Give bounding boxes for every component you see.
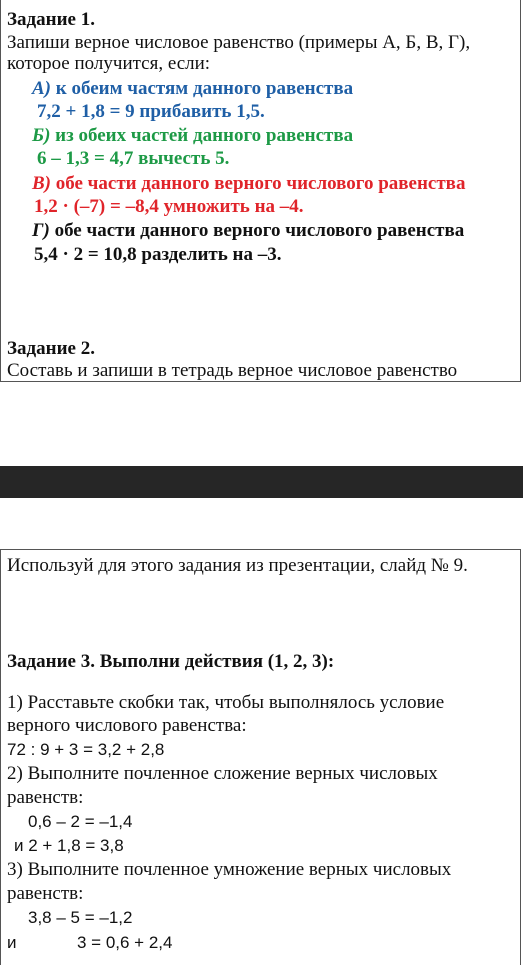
step1-line2: верного числового равенства: [7, 715, 247, 736]
item-a-heading [32, 78, 353, 100]
task3-title: Задание 3. Выполни действия (1, 2, 3): [7, 651, 335, 672]
item-b-heading [32, 125, 353, 147]
item-v-example: 1,2 · (–7) = –8,4 умножить на –4. [34, 196, 304, 217]
step1-expression: 72 : 9 + 3 = 3,2 + 2,8 [7, 740, 165, 759]
step3-conjunction: и [7, 933, 17, 952]
item-g-example: 5,4 · 2 = 10,8 разделить на –3. [34, 244, 282, 265]
item-v-text: обе части данного верного числового равенства [51, 173, 466, 194]
step3-line1: 3) Выполните почленное умножение верных числовых [7, 859, 452, 880]
item-v-heading [32, 173, 465, 195]
step2-line1: 2) Выполните почленное сложение верных числовых [7, 763, 438, 784]
task2-text: Составь и запиши в тетрадь верное числовое равенство [7, 360, 458, 381]
step2-equation-2: и 2 + 1,8 = 3,8 [14, 836, 124, 855]
item-v-label: В) [32, 173, 51, 194]
item-a-example: 7,2 + 1,8 = 9 прибавить 1,5. [37, 101, 265, 122]
item-g-text: обе части данного верного числового равенства [49, 220, 465, 241]
item-a-label: А) [32, 78, 51, 99]
task1-title: Задание 1. [7, 9, 95, 30]
item-b-text: из обеих частей данного равенства [50, 125, 354, 146]
item-b-example: 6 – 1,3 = 4,7 вычесть 5. [37, 148, 230, 169]
task2-title: Задание 2. [7, 338, 95, 359]
step3-equation-1: 3,8 – 5 = –1,2 [28, 908, 133, 927]
item-g-heading [32, 220, 464, 242]
step2-line2: равенств: [7, 787, 84, 808]
task1-intro-line1: Запиши верное числовое равенство (примеры А, Б, В, Г), [7, 32, 471, 53]
page-divider-bar [0, 466, 523, 498]
step1-line1 [7, 692, 512, 714]
item-b-label: Б) [32, 125, 51, 146]
task2-continued: Используй для этого задания из презентации, слайд № 9. [7, 555, 468, 576]
step3-equation-2: 3 = 0,6 + 2,4 [77, 933, 173, 952]
step1-line1-text: 1) Расставьте скобки так, чтобы выполнялось условие [7, 692, 445, 713]
item-g-label: Г) [32, 220, 50, 241]
step3-line2: равенств: [7, 883, 84, 904]
step2-equation-1: 0,6 – 2 = –1,4 [28, 812, 133, 831]
task1-intro-line2: которое получится, если: [7, 53, 211, 74]
item-a-text: к обеим частям данного равенства [51, 78, 354, 99]
